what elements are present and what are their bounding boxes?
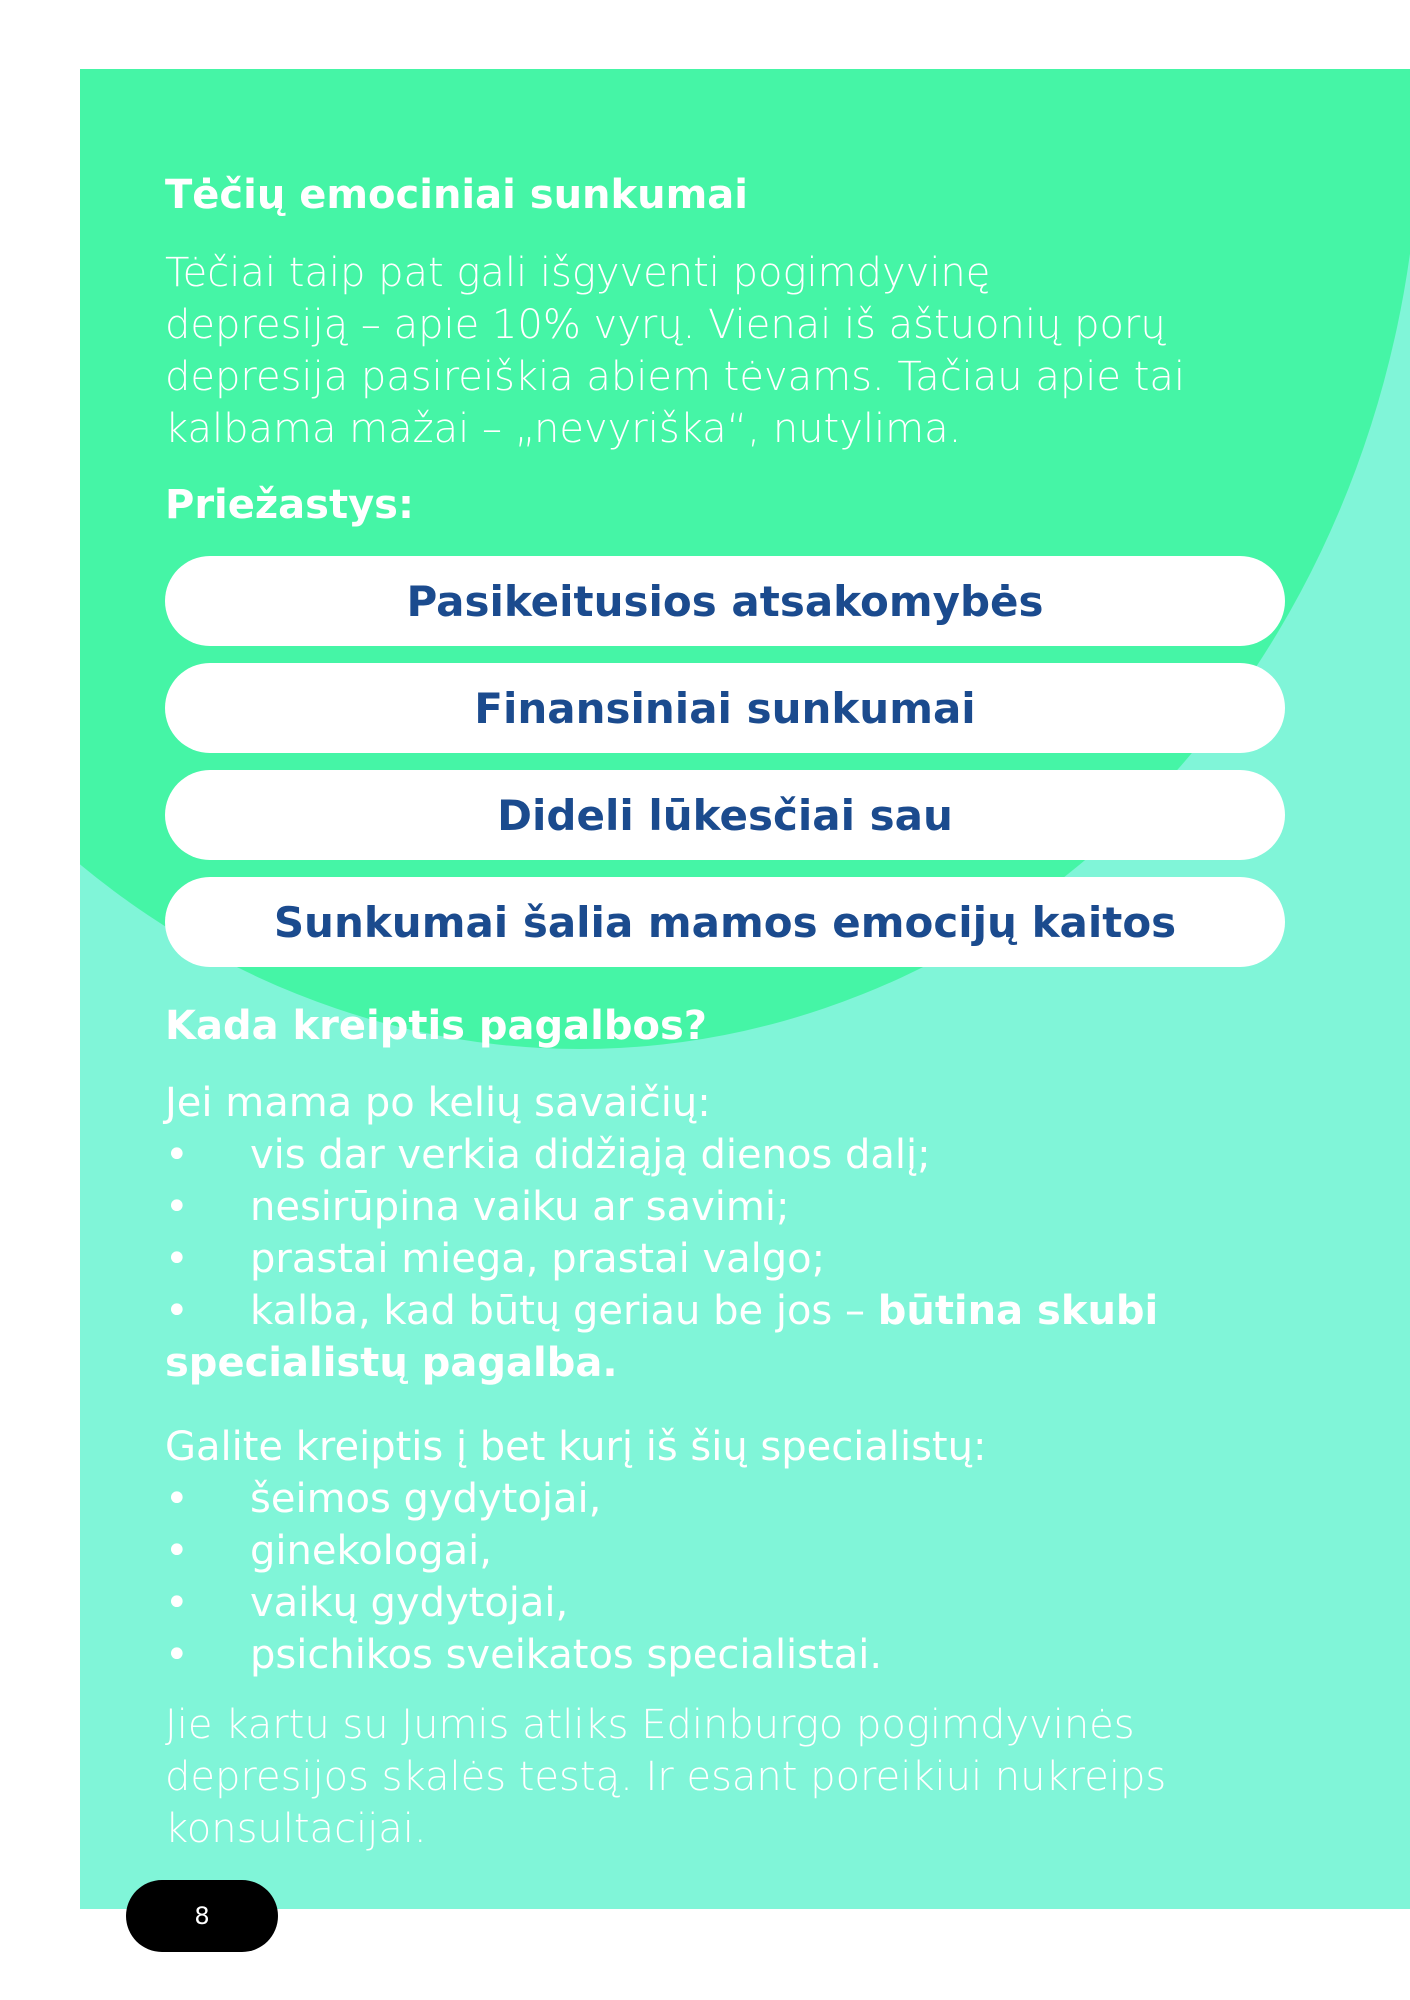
list-item xyxy=(165,1577,986,1629)
list-item xyxy=(165,1181,1158,1233)
list-item xyxy=(165,1473,986,1525)
list-item-text: ginekologai, xyxy=(250,1528,492,1574)
paragraph-line: Jie kartu su Jumis atliks Edinburgo pogimdyvinės xyxy=(165,1702,1135,1748)
cause-pill: Dideli lūkesčiai sau xyxy=(165,770,1285,860)
list-item-text: nesirūpina vaiku ar savimi; xyxy=(250,1184,790,1230)
bullet: • xyxy=(165,1580,189,1626)
cause-pill: Finansiniai sunkumai xyxy=(165,663,1285,753)
cause-pill: Pasikeitusios atsakomybės xyxy=(165,556,1285,646)
paragraph-line: kalbama mažai – „nevyriška“, nutylima. xyxy=(165,406,962,452)
list-item xyxy=(165,1285,1158,1337)
section-title-fathers: Tėčių emociniai sunkumai xyxy=(165,172,748,218)
closing-paragraph xyxy=(165,1699,1166,1855)
paragraph-line: depresija pasireiškia abiem tėvams. Tačiau apie tai xyxy=(165,354,1186,400)
symptoms-list xyxy=(165,1077,1158,1389)
symptoms-intro: Jei mama po kelių savaičių: xyxy=(165,1080,711,1126)
specialists-intro: Galite kreiptis į bet kurį iš šių specialistų: xyxy=(165,1424,987,1470)
list-item-text: vis dar verkia didžiąją dienos dalį; xyxy=(250,1132,931,1178)
list-item xyxy=(165,1233,1158,1285)
list-item xyxy=(165,1629,986,1681)
list-item-text: vaikų gydytojai, xyxy=(250,1580,569,1626)
page-panel xyxy=(80,69,1410,1909)
list-item-text: psichikos sveikatos specialistai. xyxy=(250,1632,883,1678)
list-item xyxy=(165,1129,1158,1181)
bullet: • xyxy=(165,1476,189,1522)
list-item-text: prastai miega, prastai valgo; xyxy=(250,1236,826,1282)
list-item-text: kalba, kad būtų geriau be jos – xyxy=(250,1288,878,1334)
bullet: • xyxy=(165,1184,189,1230)
bullet: • xyxy=(165,1288,189,1334)
bullet: • xyxy=(165,1528,189,1574)
urgent-help-text: būtina skubi xyxy=(877,1288,1159,1334)
list-item-text: šeimos gydytojai, xyxy=(250,1476,602,1522)
bullet: • xyxy=(165,1132,189,1178)
cause-pill: Sunkumai šalia mamos emocijų kaitos xyxy=(165,877,1285,967)
specialists-list xyxy=(165,1421,986,1681)
page-content xyxy=(80,69,1410,1909)
paragraph-line: Tėčiai taip pat gali išgyventi pogimdyvinę xyxy=(165,250,991,296)
fathers-paragraph xyxy=(165,247,1185,455)
list-item xyxy=(165,1525,986,1577)
bullet: • xyxy=(165,1236,189,1282)
bullet: • xyxy=(165,1632,189,1678)
paragraph-line: konsultacijai. xyxy=(165,1806,427,1852)
urgent-help-text-continued: specialistų pagalba. xyxy=(165,1340,618,1386)
paragraph-line: depresiją – apie 10% vyrų. Vienai iš aštuonių porų xyxy=(165,302,1166,348)
paragraph-line: depresijos skalės testą. Ir esant poreikiui nukreips xyxy=(165,1754,1167,1800)
section-title-help: Kada kreiptis pagalbos? xyxy=(165,1003,707,1049)
causes-heading: Priežastys: xyxy=(165,482,414,528)
page-number: 8 xyxy=(126,1880,278,1952)
